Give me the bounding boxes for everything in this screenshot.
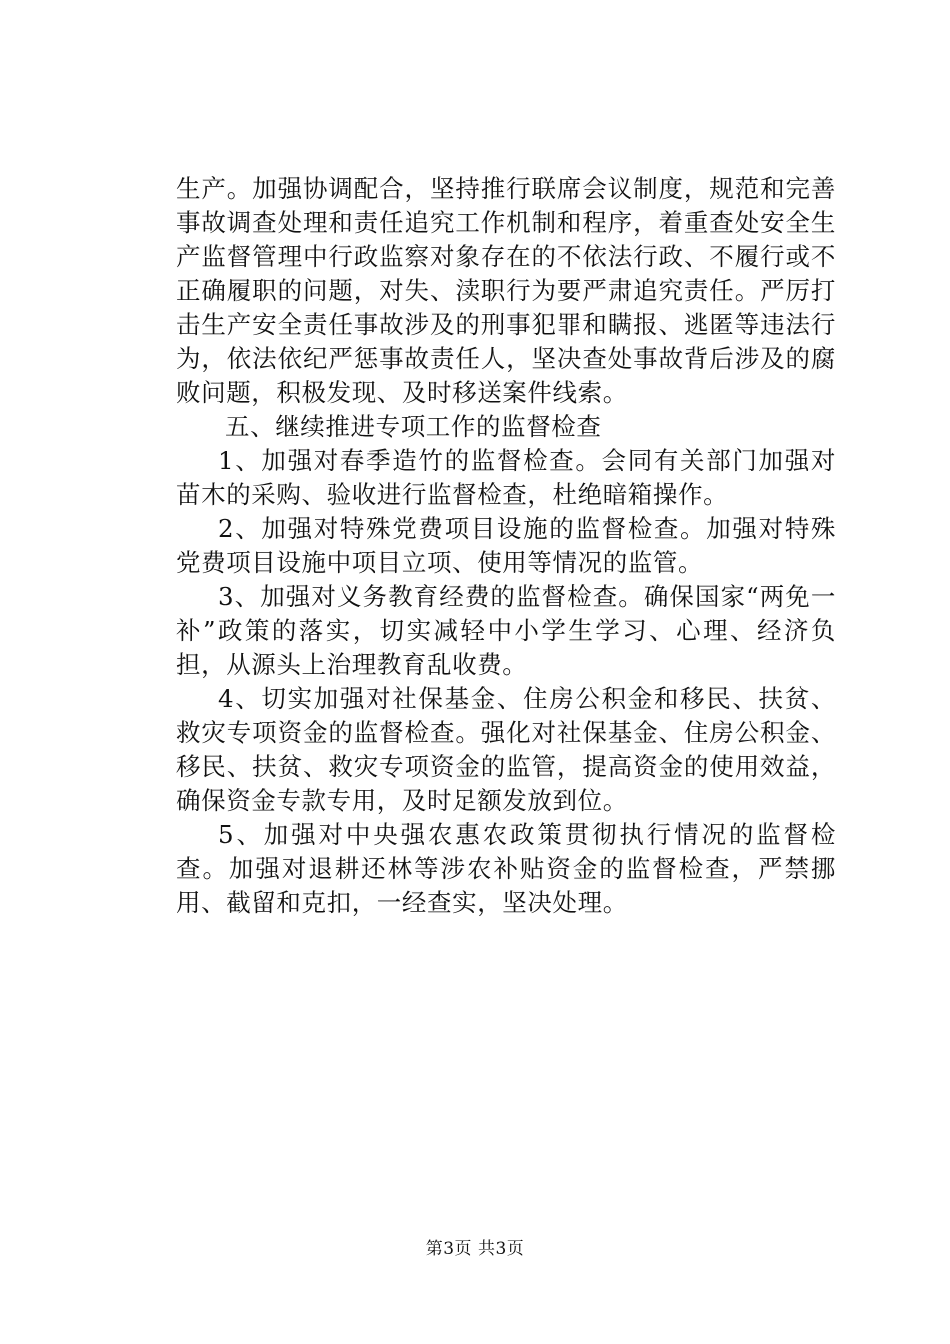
list-item: 2、加强对特殊党费项目设施的监督检查。加强对特殊党费项目设施中项目立项、使用等情况的监管。 [176, 514, 836, 577]
paragraph-continuation: 生产。加强协调配合，坚持推行联席会议制度，规范和完善事故调查处理和责任追究工作机制和程序，着重查处安全生产监督管理中行政监察对象存在的不依法行政、不履行或不正确履职的问题，对失、渎职行为要严肃追究责任。严厉打击生产安全责任事故涉及的刑事犯罪和瞒报、逃匿等违法行为，依法依纪严惩事故责任人，坚决查处事故背后涉及的腐败问题，积极发现、及时移送案件线索。 [176, 174, 836, 407]
list-item: 4、切实加强对社保基金、住房公积金和移民、扶贫、救灾专项资金的监督检查。强化对社保基金、住房公积金、移民、扶贫、救灾专项资金的监管，提高资金的使用效益，确保资金专款专用，及时足额发放到位。 [176, 684, 836, 815]
list-item: 1、加强对春季造竹的监督检查。会同有关部门加强对苗木的采购、验收进行监督检查，杜绝暗箱操作。 [176, 446, 836, 509]
list-item: 5、加强对中央强农惠农政策贯彻执行情况的监督检查。加强对退耕还林等涉农补贴资金的监督检查，严禁挪用、截留和克扣，一经查实，坚决处理。 [176, 820, 836, 917]
document-body [176, 172, 836, 920]
page-number-footer: 第3页 共3页 [425, 1239, 525, 1259]
section-heading: 五、继续推进专项工作的监督检查 [225, 412, 602, 441]
list-item: 3、加强对义务教育经费的监督检查。确保国家“两免一补”政策的落实，切实减轻中小学生学习、心理、经济负担，从源头上治理教育乱收费。 [176, 582, 836, 679]
